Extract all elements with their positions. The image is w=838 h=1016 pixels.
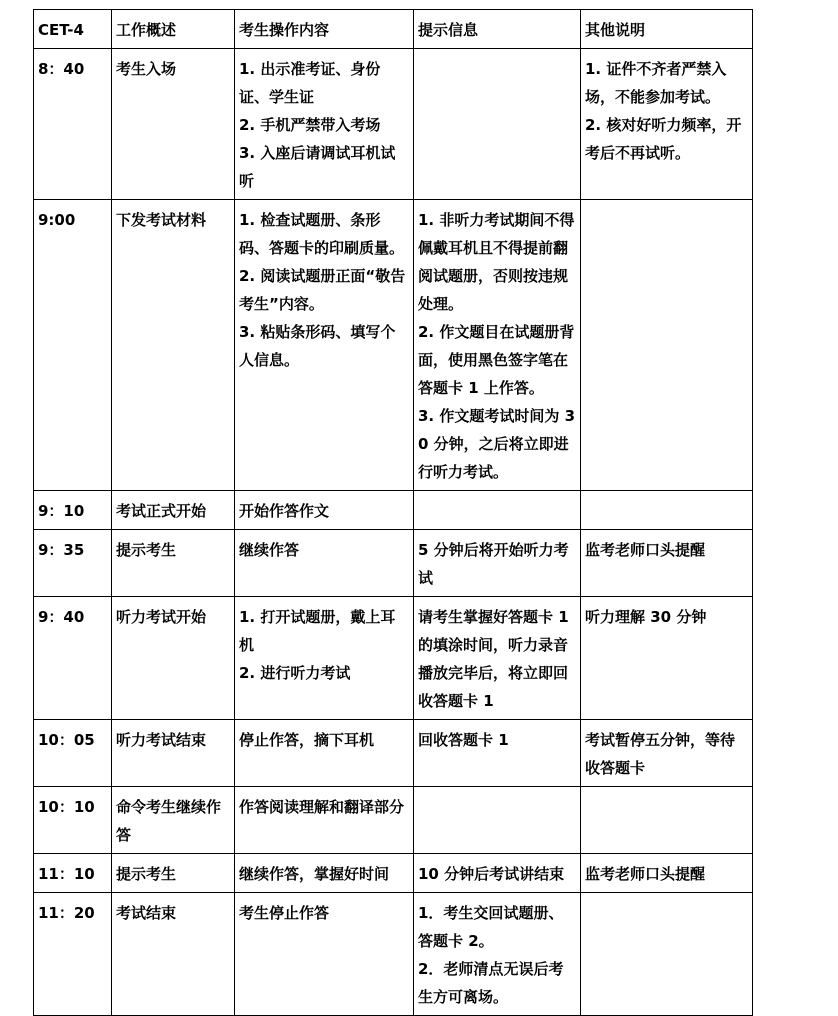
action-text: 1. 检查试题册、条形码、答题卡的印刷质量。 <box>239 211 405 257</box>
table-row <box>34 720 753 787</box>
tips-cell <box>414 49 581 200</box>
header-cell: 工作概述 <box>112 10 235 49</box>
action-text: 2. 进行听力考试 <box>239 664 351 682</box>
task-cell: 下发考试材料 <box>112 200 235 491</box>
tips-cell: 10 分钟后考试讲结束 <box>414 854 581 893</box>
time-cell: 9:00 <box>34 200 112 491</box>
time-cell: 11：10 <box>34 854 112 893</box>
table-row <box>34 491 753 530</box>
actions-cell: 继续作答，掌握好时间 <box>235 854 414 893</box>
note-text: 1. 证件不齐者严禁入场，不能参加考试。 <box>585 60 727 106</box>
header-cell: 提示信息 <box>414 10 581 49</box>
tips-cell: 5 分钟后将开始听力考试 <box>414 530 581 597</box>
time-cell: 9：35 <box>34 530 112 597</box>
tips-cell <box>414 200 581 491</box>
actions-cell: 停止作答，摘下耳机 <box>235 720 414 787</box>
action-text: 1. 打开试题册，戴上耳机 <box>239 608 396 654</box>
actions-cell: 继续作答 <box>235 530 414 597</box>
task-cell: 考试正式开始 <box>112 491 235 530</box>
notes-cell <box>581 893 753 1016</box>
task-cell: 提示考生 <box>112 530 235 597</box>
tips-cell <box>414 491 581 530</box>
actions-cell: 开始作答作文 <box>235 491 414 530</box>
notes-cell <box>581 49 753 200</box>
tip-text: 2．老师清点无误后考生方可离场。 <box>418 960 564 1006</box>
actions-cell <box>235 597 414 720</box>
time-cell: 9：40 <box>34 597 112 720</box>
tip-text: 1．考生交回试题册、答题卡 2。 <box>418 904 564 950</box>
action-text: 3. 粘贴条形码、填写个人信息。 <box>239 323 396 369</box>
notes-cell <box>581 491 753 530</box>
header-cell: 其他说明 <box>581 10 753 49</box>
task-cell: 提示考生 <box>112 854 235 893</box>
action-text: 1. 出示准考证、身份证、学生证 <box>239 60 381 106</box>
notes-cell: 听力理解 30 分钟 <box>581 597 753 720</box>
notes-cell: 监考老师口头提醒 <box>581 854 753 893</box>
task-cell: 听力考试开始 <box>112 597 235 720</box>
time-cell: 10：05 <box>34 720 112 787</box>
actions-cell: 作答阅读理解和翻译部分 <box>235 787 414 854</box>
task-cell: 命令考生继续作答 <box>112 787 235 854</box>
table-row <box>34 49 753 200</box>
header-cell: CET-4 <box>34 10 112 49</box>
table-row <box>34 200 753 491</box>
table-row <box>34 530 753 597</box>
tips-cell <box>414 787 581 854</box>
table-row <box>34 787 753 854</box>
note-text: 2. 核对好听力频率，开考后不再试听。 <box>585 116 742 162</box>
tip-text: 3. 作文题考试时间为 30 分钟，之后将立即进行听力考试。 <box>418 407 576 481</box>
time-cell: 10：10 <box>34 787 112 854</box>
notes-cell <box>581 200 753 491</box>
notes-cell <box>581 787 753 854</box>
tips-cell: 回收答题卡 1 <box>414 720 581 787</box>
action-text: 2. 阅读试题册正面“敬告考生”内容。 <box>239 267 406 313</box>
table-row <box>34 597 753 720</box>
table-header-row <box>34 10 753 49</box>
action-text: 2. 手机严禁带入考场 <box>239 116 381 134</box>
notes-cell: 监考老师口头提醒 <box>581 530 753 597</box>
task-cell: 听力考试结束 <box>112 720 235 787</box>
task-cell: 考生入场 <box>112 49 235 200</box>
tips-cell: 请考生掌握好答题卡 1 的填涂时间，听力录音播放完毕后，将立即回收答题卡 1 <box>414 597 581 720</box>
actions-cell: 考生停止作答 <box>235 893 414 1016</box>
header-cell: 考生操作内容 <box>235 10 414 49</box>
time-cell: 9：10 <box>34 491 112 530</box>
table-row <box>34 854 753 893</box>
time-cell: 8：40 <box>34 49 112 200</box>
tip-text: 1. 非听力考试期间不得佩戴耳机且不得提前翻阅试题册，否则按违规处理。 <box>418 211 575 313</box>
action-text: 3. 入座后请调试耳机试听 <box>239 144 396 190</box>
task-cell: 考试结束 <box>112 893 235 1016</box>
notes-cell: 考试暂停五分钟，等待收答题卡 <box>581 720 753 787</box>
exam-schedule-table <box>33 9 753 1016</box>
tip-text: 2. 作文题目在试题册背面，使用黑色签字笔在答题卡 1 上作答。 <box>418 323 575 397</box>
actions-cell <box>235 200 414 491</box>
tips-cell <box>414 893 581 1016</box>
time-cell: 11：20 <box>34 893 112 1016</box>
table-row <box>34 893 753 1016</box>
actions-cell <box>235 49 414 200</box>
